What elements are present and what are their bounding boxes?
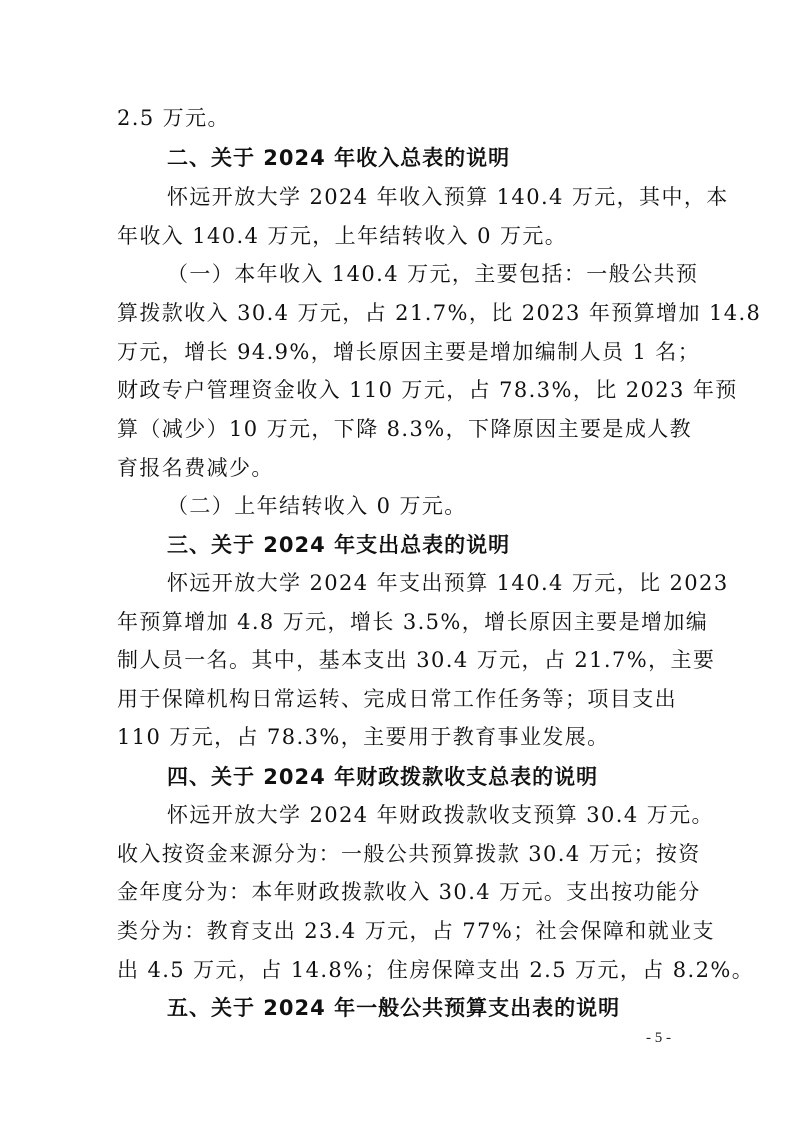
text-line-4: 年收入 140.4 万元，上年结转收入 0 万元。 bbox=[117, 224, 568, 248]
page-number: - 5 - bbox=[646, 1030, 671, 1046]
section-heading-income-summary: 二、关于 2024 年收入总表的说明 bbox=[167, 146, 511, 170]
text-line-22: 类分为：教育支出 23.4 万元，占 77%；社会保障和就业支 bbox=[117, 919, 715, 943]
text-line-17: 110 万元，占 78.3%，主要用于教育事业发展。 bbox=[117, 725, 610, 749]
text-line-20: 收入按资金来源分为：一般公共预算拨款 30.4 万元；按资 bbox=[117, 842, 701, 866]
text-line-13: 怀远开放大学 2024 年支出预算 140.4 万元，比 2023 bbox=[167, 571, 729, 595]
text-line-5: （一）本年收入 140.4 万元，主要包括：一般公共预 bbox=[167, 262, 699, 286]
text-line-10: 育报名费减少。 bbox=[117, 456, 274, 480]
text-line-15: 制人员一名。其中，基本支出 30.4 万元，占 21.7%，主要 bbox=[117, 648, 716, 672]
text-line-3: 怀远开放大学 2024 年收入预算 140.4 万元，其中，本 bbox=[167, 185, 729, 209]
section-heading-expenditure-summary: 三、关于 2024 年支出总表的说明 bbox=[167, 533, 511, 557]
text-line-21: 金年度分为：本年财政拨款收入 30.4 万元。支出按功能分 bbox=[117, 880, 701, 904]
text-line-23: 出 4.5 万元，占 14.8%；住房保障支出 2.5 万元，占 8.2%。 bbox=[117, 958, 755, 982]
text-line-9: 算（减少）10 万元，下降 8.3%，下降原因主要是成人教 bbox=[117, 417, 693, 441]
text-line-14: 年预算增加 4.8 万元，增长 3.5%，增长原因主要是增加编 bbox=[117, 610, 709, 634]
text-line-8: 财政专户管理资金收入 110 万元，占 78.3%，比 2023 年预 bbox=[117, 378, 738, 402]
text-line-16: 用于保障机构日常运转、完成日常工作任务等；项目支出 bbox=[117, 687, 677, 711]
section-heading-general-public-budget: 五、关于 2024 年一般公共预算支出表的说明 bbox=[167, 996, 621, 1020]
text-line-6: 算拨款收入 30.4 万元，占 21.7%，比 2023 年预算增加 14.8 bbox=[117, 301, 762, 325]
text-line-1: 2.5 万元。 bbox=[117, 106, 230, 130]
section-heading-fiscal-appropriation: 四、关于 2024 年财政拨款收支总表的说明 bbox=[167, 765, 599, 789]
text-line-7: 万元，增长 94.9%，增长原因主要是增加编制人员 1 名； bbox=[117, 340, 701, 364]
text-line-11: （二）上年结转收入 0 万元。 bbox=[167, 494, 467, 518]
text-line-19: 怀远开放大学 2024 年财政拨款收支预算 30.4 万元。 bbox=[167, 803, 714, 827]
